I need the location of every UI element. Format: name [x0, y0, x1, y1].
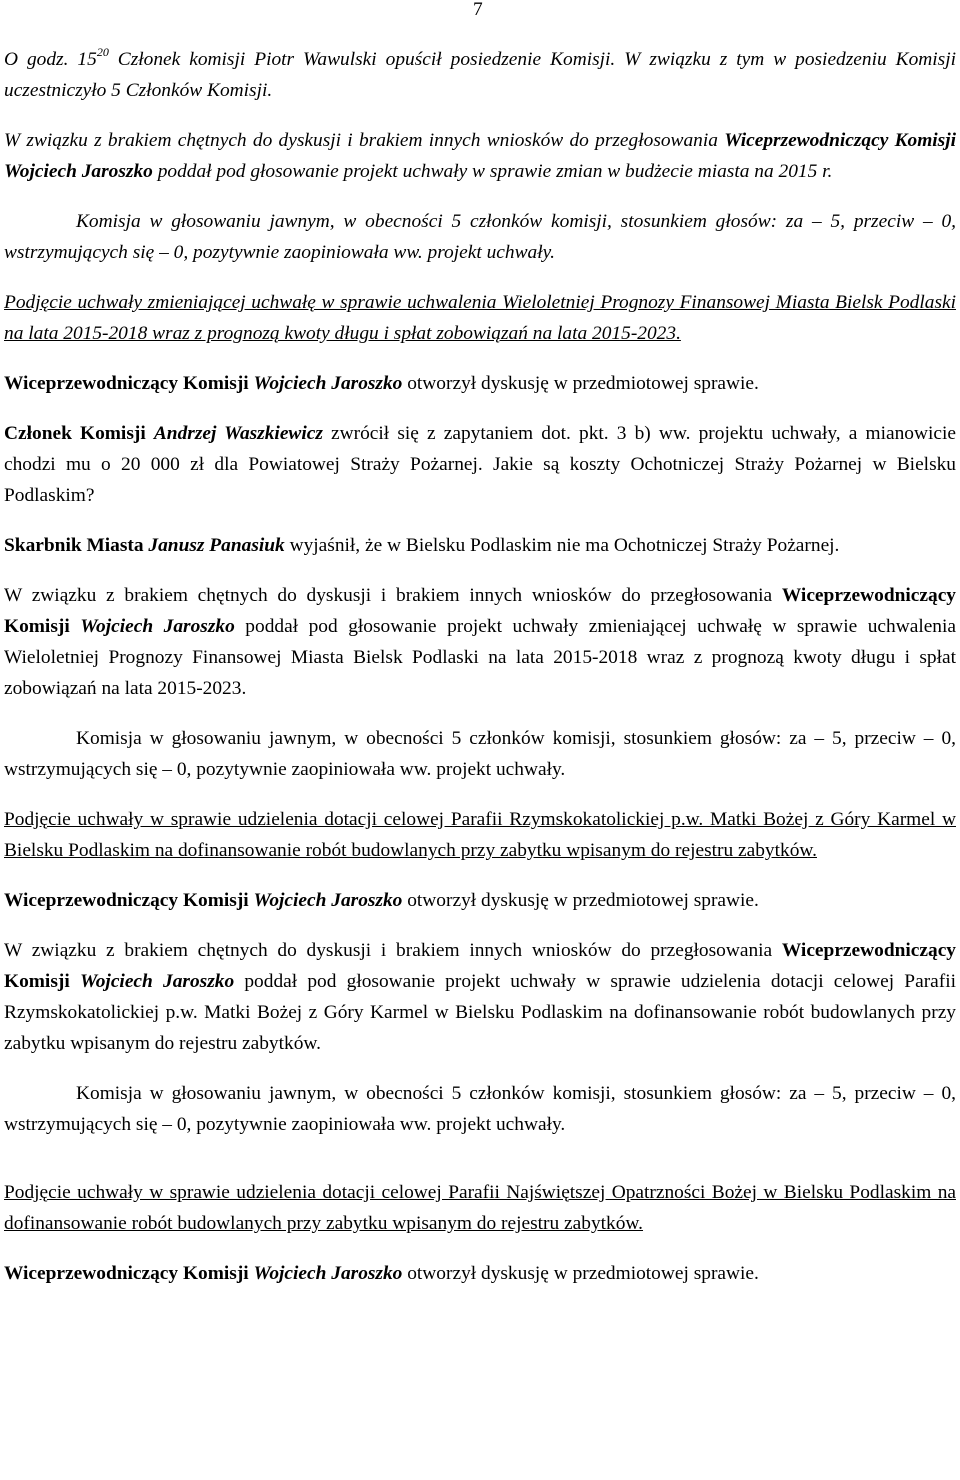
speaker-role: Wiceprzewodniczący Komisji: [4, 373, 249, 394]
speaker-name: Wojciech Jaroszko: [253, 890, 403, 911]
vote-result-1: Komisja w głosowaniu jawnym, w obecności 5 członków komisji, stosunkiem głosów: za – 5, przeciw – 0, wstrzymujących się – 0, pozytywnie zaopiniowała ww. projekt uchwały.: [4, 211, 956, 263]
member-left-text: Członek komisji Piotr Wawulski opuścił posiedzenie Komisji. W związku z tym w posiedzeniu Komisji uczestniczyło 5 Członków Komisji.: [4, 49, 956, 101]
vote-intro-text: W związku z brakiem chętnych do dyskusji i brakiem innych wniosków do przegłosowania: [4, 585, 782, 606]
vote-intro-rest: poddał pod głosowanie projekt uchwały zmieniającej uchwałę w sprawie uchwalenia Wieloletniej Prognozy Finansowej Miasta Bielsk Podlaski na lata 2015-2018 wraz z prognozą kwoty długu i spłat zobowiązań na lata 2015-2023.: [4, 616, 956, 699]
speaker-role: Wiceprzewodniczący Komisji: [4, 940, 956, 992]
vote-result-2: Komisja w głosowaniu jawnym, w obecności 5 członków komisji, stosunkiem głosów: za – 5, przeciw – 0, wstrzymujących się – 0, pozytywnie zaopiniowała ww. projekt uchwały.: [4, 728, 956, 780]
vote-intro-text: W związku z brakiem chętnych do dyskusji i brakiem innych wniosków do przegłosowania: [4, 130, 725, 151]
paragraph-vote-intro-1: [4, 125, 956, 187]
agenda-topic-1: Podjęcie uchwały zmieniającej uchwałę w sprawie uchwalenia Wieloletniej Prognozy Finansowej Miasta Bielsk Podlaski na lata 2015-2018 wraz z prognozą kwoty długu i spłat zobowiązań na lata 2015-2023.: [4, 292, 956, 344]
speaker-name: Wojciech Jaroszko: [253, 1263, 403, 1284]
vote-intro-rest: poddał pod głosowanie projekt uchwały w sprawie zmian w budżecie miasta na 2015 r.: [152, 161, 833, 182]
discussion-open-3: [4, 1258, 956, 1289]
speaker-name: Wojciech Jaroszko: [253, 373, 403, 394]
question-text: zwrócił się z zapytaniem dot. pkt. 3 b) ww. projektu uchwały, a mianowicie chodzi mu o 20 000 zł dla Powiatowej Straży Pożarnej. Jakie są koszty Ochotniczej Straży Pożarnej w Bielsku Podlaskim?: [4, 423, 956, 506]
document-body: [4, 44, 956, 1308]
speaker-name: Andrzej Waszkiewicz: [153, 423, 323, 444]
discussion-open-2: [4, 885, 956, 916]
speaker-name: Janusz Panasiuk: [148, 535, 285, 556]
vote-intro-rest: poddał pod głosowanie projekt uchwały w sprawie udzielenia dotacji celowej Parafii Rzymskokatolickiej p.w. Matki Bożej z Góry Karmel w Bielsku Podlaskim na dofinansowanie robót budowlanych przy zabytku wpisanym do rejestru zabytków.: [4, 971, 956, 1054]
discussion-open-text: otworzył dyskusję w przedmiotowej sprawie.: [402, 1263, 759, 1284]
agenda-topic-3: Podjęcie uchwały w sprawie udzielenia dotacji celowej Parafii Najświętszej Opatrzności Bożej w Bielsku Podlaskim na dofinansowanie robót budowlanych przy zabytku wpisanym do rejestru zabytków.: [4, 1182, 956, 1234]
time-label: O godz. 15: [4, 49, 97, 70]
speaker-name: Wojciech Jaroszko: [80, 616, 235, 637]
vote-result-3: Komisja w głosowaniu jawnym, w obecności 5 członków komisji, stosunkiem głosów: za – 5, przeciw – 0, wstrzymujących się – 0, pozytywnie zaopiniowała ww. projekt uchwały.: [4, 1083, 956, 1135]
speaker-role: Wiceprzewodniczący Komisji: [4, 585, 956, 637]
speaker-role: Członek Komisji: [4, 423, 146, 444]
speaker-role: Wiceprzewodniczący Komisji: [4, 890, 249, 911]
agenda-topic-2: Podjęcie uchwały w sprawie udzielenia dotacji celowej Parafii Rzymskokatolickiej p.w. Matki Bożej z Góry Karmel w Bielsku Podlaskim na dofinansowanie robót budowlanych przy zabytku wpisanym do rejestru zabytków.: [4, 809, 956, 861]
speaker-name: Wojciech Jaroszko: [79, 971, 235, 992]
treasurer-answer: [4, 530, 956, 561]
speaker-role: Wiceprzewodniczący Komisji: [4, 1263, 249, 1284]
member-question: [4, 418, 956, 511]
discussion-open-text: otworzył dyskusję w przedmiotowej sprawie.: [402, 373, 759, 394]
paragraph-vote-intro-3: [4, 935, 956, 1059]
discussion-open-1: [4, 368, 956, 399]
speaker-name: Wojciech Jaroszko: [4, 161, 153, 182]
paragraph-member-left: [4, 44, 956, 106]
vote-intro-text: W związku z brakiem chętnych do dyskusji i brakiem innych wniosków do przegłosowania: [4, 940, 782, 961]
time-minutes: 20: [96, 45, 109, 59]
answer-text: wyjaśnił, że w Bielsku Podlaskim nie ma Ochotniczej Straży Pożarnej.: [284, 535, 840, 556]
page-number: 7: [473, 0, 483, 20]
speaker-role: Wiceprzewodniczący Komisji: [724, 130, 956, 151]
speaker-role: Skarbnik Miasta: [4, 535, 144, 556]
paragraph-vote-intro-2: [4, 580, 956, 704]
discussion-open-text: otworzył dyskusję w przedmiotowej sprawie.: [402, 890, 759, 911]
